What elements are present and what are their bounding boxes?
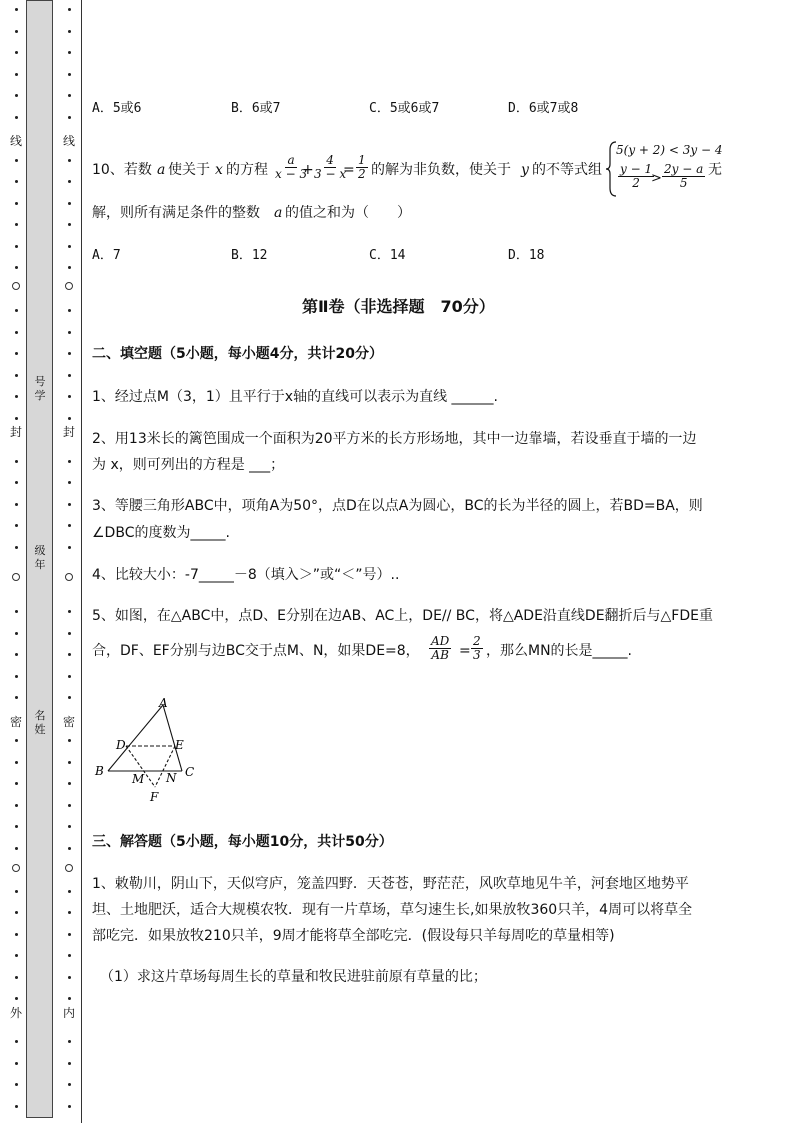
outer-margin-dot [15, 1083, 18, 1086]
inner-margin-dot [68, 30, 71, 33]
inner-margin-cut-label: 封 [63, 425, 76, 439]
inner-margin-dot [68, 890, 71, 893]
inner-margin-dot [68, 1062, 71, 1065]
q10-var-a: a [157, 162, 166, 178]
inner-margin-dot [68, 481, 71, 484]
q10-equals: = [343, 162, 355, 178]
section-3-title: 三、解答题（5小题，每小题10分，共计50分） [92, 834, 393, 850]
outer-margin-dot [15, 245, 18, 248]
triangle-figure [92, 695, 207, 807]
outer-margin-dot [15, 352, 18, 355]
field-name: 名姓 [34, 709, 46, 736]
field-exam-number: 号学 [34, 375, 46, 402]
inner-margin-dot [68, 1105, 71, 1108]
outer-margin-dot [15, 116, 18, 119]
fill-question-2-line-2: 为 x，则可列出的方程是 ___； [92, 457, 285, 473]
binding-margin-outer [0, 0, 26, 1123]
fill-question-5-line-1: 5、如图，在△ABC中，点D、E分别在边AB、AC上，DE// BC，将△ADE沿直线DE翻折后与△FDE重 [92, 608, 713, 624]
outer-margin-dot [15, 460, 18, 463]
q9-option-c: C．5或6或7 [369, 101, 440, 116]
q10-option-d: D．18 [508, 248, 545, 263]
q10-fraction-3: $\frac{1}{2}$ [358, 153, 366, 181]
inner-margin-dot [68, 911, 71, 914]
student-info-strip [26, 0, 53, 1118]
outer-margin-dot [15, 653, 18, 656]
outer-margin-dot [15, 374, 18, 377]
inner-margin-dot [68, 653, 71, 656]
inner-margin-circle-mark [65, 864, 73, 872]
fill-question-5-line-2-a: 合，DF、EF分别与边BC交于点M、N，如果DE=8， [92, 643, 420, 659]
q10-inequality-2-op: > [651, 171, 662, 186]
q10-line-2: 解，则所有满足条件的整数 [92, 205, 260, 221]
q5-fraction-ad-ab: $\frac{AD}{AB}$ [431, 634, 450, 662]
q10-option-b: B．12 [231, 248, 268, 263]
outer-margin-dot [15, 761, 18, 764]
outer-margin-circle-mark [12, 864, 20, 872]
outer-margin-dot [15, 890, 18, 893]
outer-margin-dot [15, 524, 18, 527]
q10-text-tail: 无 [708, 162, 722, 178]
inner-margin-cut-label: 内 [63, 1006, 76, 1020]
q10-fraction-2: $\frac{4}{3 - x}$ [314, 153, 347, 181]
outer-margin-dot [15, 180, 18, 183]
q10-line-2-var-a: a [274, 205, 283, 221]
outer-margin-dot [15, 159, 18, 162]
outer-margin-dot [15, 8, 18, 11]
label-b: B [95, 764, 104, 778]
outer-margin-dot [15, 847, 18, 850]
label-a: A [159, 696, 168, 710]
inner-margin-dot [68, 417, 71, 420]
inner-margin-dot [68, 1040, 71, 1043]
outer-margin-dot [15, 223, 18, 226]
q10-inequality-1: 5(y + 2) < 3y − 4 [616, 143, 723, 157]
outer-margin-dot [15, 395, 18, 398]
q10-var-y: y [521, 162, 529, 178]
inner-margin-dot [68, 460, 71, 463]
inner-margin-dot [68, 245, 71, 248]
fill-question-3-line-1: 3、等腰三角形ABC中，项角A为50°，点D在以点A为圆心，BC的长为半径的圆上，若BD=BA，则 [92, 498, 703, 514]
inner-margin-dot [68, 675, 71, 678]
outer-margin-dot [15, 1062, 18, 1065]
outer-margin-cut-label: 密 [10, 715, 23, 729]
outer-margin-dot [15, 911, 18, 914]
inner-margin-dot [68, 825, 71, 828]
fill-question-2-line-1: 2、用13米长的篱笆围成一个面积为20平方米的长方形场地，其中一边靠墙，若设垂直于墙的一边 [92, 431, 697, 447]
outer-margin-dot [15, 933, 18, 936]
outer-margin-dot [15, 481, 18, 484]
q10-lead: 10、若数 [92, 162, 152, 178]
outer-margin-cut-label: 外 [10, 1006, 23, 1020]
outer-margin-dot [15, 266, 18, 269]
solve-question-1-line-3: 部吃完．如果放牧210只羊，9周才能将草全部吃完．(假设每只羊每周吃的草量相等) [92, 928, 615, 944]
q10-var-x: x [215, 162, 223, 178]
q10-text-2: 的方程 [226, 162, 268, 178]
inner-margin-dot [68, 94, 71, 97]
solve-question-1-line-1: 1、敕勒川，阴山下，天似穹庐，笼盖四野．天苍苍，野茫茫，风吹草地见牛羊，河套地区地势平 [92, 876, 689, 892]
field-grade: 级年 [34, 544, 46, 571]
outer-margin-dot [15, 1040, 18, 1043]
solve-question-1-line-2: 坦、土地肥沃，适合大规模农牧．现有一片草场，草匀速生长,如果放牧360只羊，4周可以将草全 [92, 902, 693, 918]
q10-option-c: C．14 [369, 248, 406, 263]
outer-margin-dot [15, 51, 18, 54]
inner-margin-dot [68, 73, 71, 76]
inner-margin-dot [68, 632, 71, 635]
fill-question-4: 4、比较大小：-7_____－8（填入＞”或“＜”号）.. [92, 567, 400, 583]
inner-margin-dot [68, 309, 71, 312]
outer-margin-dot [15, 976, 18, 979]
inner-margin-dot [68, 159, 71, 162]
label-c: C [185, 765, 195, 779]
q10-plus: + [302, 162, 314, 178]
inner-margin-dot [68, 116, 71, 119]
inner-margin-dot [68, 352, 71, 355]
inner-margin-cut-label: 线 [63, 134, 76, 148]
q9-option-a: A．5或6 [92, 101, 142, 116]
label-e: E [175, 738, 184, 752]
q10-text-4: 的不等式组 [532, 162, 602, 178]
outer-margin-dot [15, 782, 18, 785]
outer-margin-dot [15, 739, 18, 742]
inner-margin-dot [68, 223, 71, 226]
inner-margin-dot [68, 374, 71, 377]
outer-margin-dot [15, 954, 18, 957]
outer-margin-dot [15, 73, 18, 76]
outer-margin-dot [15, 30, 18, 33]
inner-margin-dot [68, 395, 71, 398]
outer-margin-dot [15, 1105, 18, 1108]
inner-margin-dot [68, 997, 71, 1000]
q5-equals: = [459, 643, 471, 659]
inner-margin-dot [68, 524, 71, 527]
inner-margin-dot [68, 976, 71, 979]
fill-question-3-line-2: ∠DBC的度数为_____. [92, 525, 230, 541]
outer-margin-circle-mark [12, 573, 20, 581]
section-2-title: 二、填空题（5小题，每小题4分，共计20分） [92, 346, 383, 362]
inner-margin-dot [68, 331, 71, 334]
inner-margin-cut-label: 密 [63, 715, 76, 729]
inner-margin-dot [68, 782, 71, 785]
inner-margin-dot [68, 180, 71, 183]
label-m: M [132, 772, 145, 786]
q10-option-a: A．7 [92, 248, 121, 263]
inner-margin-dot [68, 202, 71, 205]
outer-margin-dot [15, 825, 18, 828]
label-n: N [166, 771, 177, 785]
inner-margin-dot [68, 761, 71, 764]
outer-margin-dot [15, 417, 18, 420]
inner-margin-circle-mark [65, 573, 73, 581]
outer-margin-dot [15, 94, 18, 97]
solve-question-1-sub-1: （1）求这片草场每周生长的草量和牧民进驻前原有草量的比； [100, 969, 487, 985]
outer-margin-dot [15, 610, 18, 613]
q10-inequality-2-right: $\frac{2y - a}{5}$ [664, 162, 704, 190]
outer-margin-dot [15, 546, 18, 549]
inner-margin-dot [68, 8, 71, 11]
outer-margin-dot [15, 503, 18, 506]
outer-margin-dot [15, 696, 18, 699]
outer-margin-dot [15, 632, 18, 635]
inner-margin-dot [68, 266, 71, 269]
outer-margin-dot [15, 331, 18, 334]
q9-option-b: B．6或7 [231, 101, 281, 116]
q9-option-d: D．6或7或8 [508, 101, 579, 116]
inner-margin-circle-mark [65, 282, 73, 290]
label-d: D [116, 738, 126, 752]
binding-margin-inner [53, 0, 82, 1123]
outer-margin-cut-label: 线 [10, 134, 23, 148]
outer-margin-dot [15, 804, 18, 807]
fill-question-5-line-2-b: ，那么MN的长是_____. [486, 643, 633, 659]
fill-question-1: 1、经过点M（3，1）且平行于x轴的直线可以表示为直线 ______. [92, 389, 498, 405]
q10-text-3: 的解为非负数，使关于 [371, 162, 511, 178]
part-2-title: 第Ⅱ卷（非选择题 70分） [302, 297, 495, 316]
q10-line-2-end: 的值之和为（ ） [285, 205, 411, 221]
inner-margin-dot [68, 546, 71, 549]
inner-margin-dot [68, 954, 71, 957]
outer-margin-dot [15, 202, 18, 205]
inner-margin-dot [68, 503, 71, 506]
label-f: F [150, 790, 159, 804]
outer-margin-dot [15, 675, 18, 678]
q10-inequality-2-left: $\frac{y - 1}{2}$ [620, 162, 653, 190]
outer-margin-dot [15, 309, 18, 312]
inner-margin-dot [68, 610, 71, 613]
q5-fraction-two-thirds: $\frac{2}{3}$ [473, 634, 481, 662]
inner-margin-dot [68, 696, 71, 699]
q10-text-1: 使关于 [168, 162, 210, 178]
q10-fraction-1: $\frac{a}{x - 3}$ [275, 153, 308, 181]
inner-margin-dot [68, 847, 71, 850]
inner-margin-dot [68, 51, 71, 54]
inner-margin-dot [68, 1083, 71, 1086]
inner-margin-dot [68, 804, 71, 807]
inner-margin-dot [68, 739, 71, 742]
outer-margin-circle-mark [12, 282, 20, 290]
outer-margin-dot [15, 997, 18, 1000]
inner-margin-dot [68, 933, 71, 936]
outer-margin-cut-label: 封 [10, 425, 23, 439]
